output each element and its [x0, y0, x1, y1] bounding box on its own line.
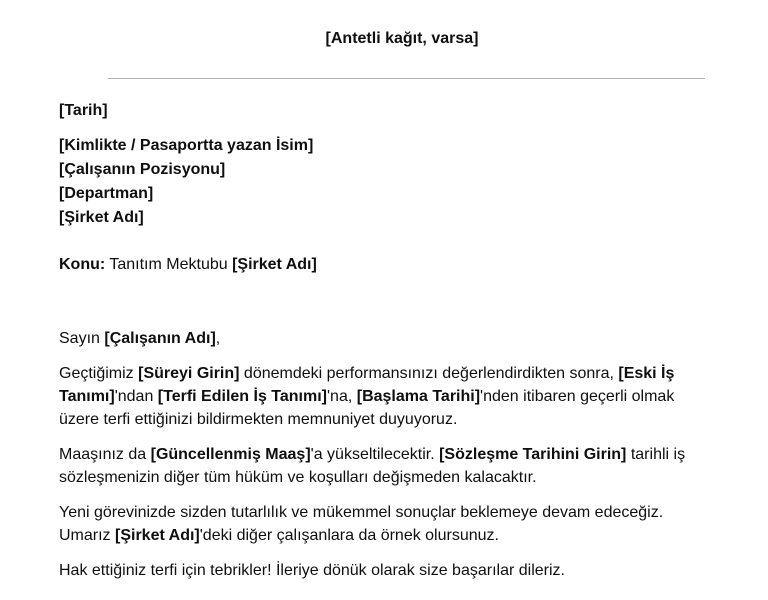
letterhead-placeholder: [Antetli kağıt, varsa] [325, 30, 479, 47]
paragraph-congratulations: Hak ettiğiniz terfi için tebrikler! İleriye dönük olarak size başarılar dileriz. [59, 562, 565, 579]
date-placeholder: [Tarih] [59, 102, 108, 119]
recipient-position: [Çalışanın Pozisyonu] [59, 161, 226, 178]
paragraph-expectations: Yeni görevinizde sizden tutarlılık ve mükemmel sonuçlar beklemeye devam edeceğiz. Umarız [Şirket Adı]'deki diğer çalışanlara da örnek olursunuz. [59, 504, 664, 544]
recipient-department: [Departman] [59, 185, 154, 202]
recipient-name: [Kimlikte / Pasaportta yazan İsim] [59, 137, 314, 154]
subject-line: Konu: Tanıtım Mektubu [Şirket Adı] [59, 256, 317, 273]
salutation: Sayın [Çalışanın Adı], [59, 330, 221, 347]
recipient-block [59, 134, 699, 230]
divider [108, 78, 705, 79]
recipient-company: [Şirket Adı] [59, 209, 144, 226]
paragraph-promotion-announcement: Geçtiğimiz [Süreyi Girin] dönemdeki performansınızı değerlendirdikten sonra, [Eski İş Tanımı]'ndan [Terfi Edilen İş Tanımı]'na, [Başlama Tarihi]'nden itibaren geçerli olmak üzere terfi ettiğinizi bildirmekten memnuniyet duyuyoruz. [59, 365, 675, 428]
paragraph-salary-update: Maaşınız da [Güncellenmiş Maaş]'a yükseltilecektir. [Sözleşme Tarihini Girin] tarihli iş sözleşmenizin diğer tüm hüküm ve koşulları değişmeden kalacaktır. [59, 446, 686, 486]
